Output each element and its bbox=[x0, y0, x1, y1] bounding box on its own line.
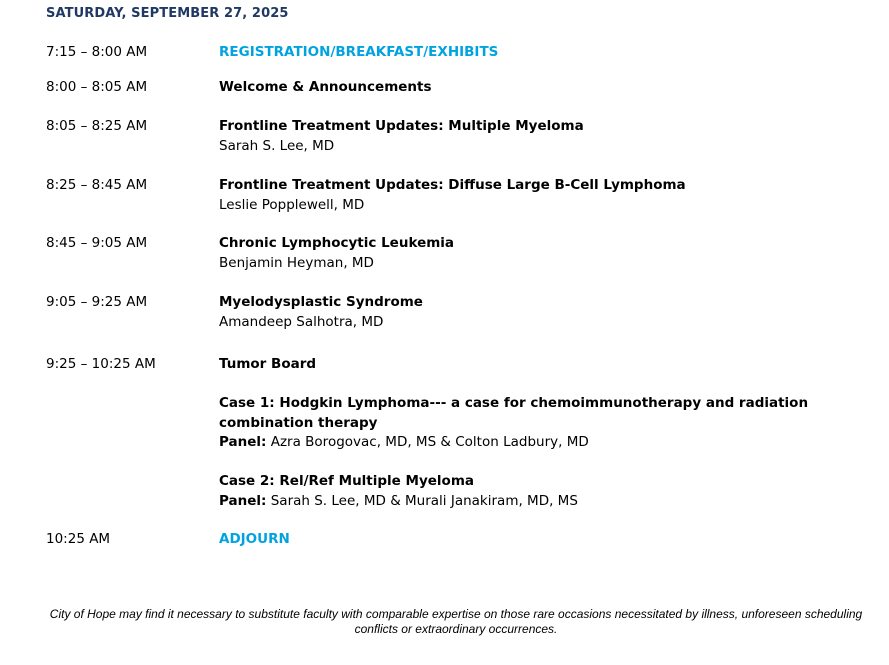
case-panel bbox=[219, 433, 849, 453]
agenda-time: 8:45 – 9:05 AM bbox=[46, 235, 148, 251]
agenda-speaker: Benjamin Heyman, MD bbox=[219, 254, 374, 271]
agenda-content bbox=[219, 176, 839, 215]
agenda-content bbox=[219, 78, 839, 98]
agenda-time: 8:05 – 8:25 AM bbox=[46, 118, 148, 134]
agenda-content bbox=[219, 117, 839, 156]
agenda-time: 9:25 – 10:25 AM bbox=[46, 356, 156, 372]
tumor-board-case-2 bbox=[219, 472, 849, 511]
agenda-content bbox=[219, 43, 839, 63]
faculty-disclaimer: City of Hope may find it necessary to substitute faculty with comparable expertise on those rare occasions necessitated by illness, unforeseen scheduling conflicts or extraordinary occurrences. bbox=[49, 607, 863, 636]
agenda-title: Chronic Lymphocytic Leukemia bbox=[219, 235, 455, 251]
agenda-content bbox=[219, 355, 839, 375]
agenda-time: 10:25 AM bbox=[46, 531, 111, 547]
agenda-content bbox=[219, 234, 839, 273]
agenda-time: 8:00 – 8:05 AM bbox=[46, 79, 148, 95]
case-title: Case 1: Hodgkin Lymphoma--- a case for chemoimmunotherapy and radiation combination therapy bbox=[219, 395, 809, 431]
tumor-board-case-1 bbox=[219, 394, 849, 453]
agenda-time: 9:05 – 9:25 AM bbox=[46, 294, 148, 310]
agenda-content bbox=[219, 530, 839, 550]
agenda-content bbox=[219, 293, 839, 332]
agenda-speaker: Sarah S. Lee, MD bbox=[219, 137, 335, 154]
panel-members: Sarah S. Lee, MD & Murali Janakiram, MD, MS bbox=[266, 492, 578, 509]
case-panel bbox=[219, 492, 849, 512]
agenda-title: Frontline Treatment Updates: Multiple Myeloma bbox=[219, 118, 584, 134]
agenda-title: REGISTRATION/BREAKFAST/EXHIBITS bbox=[219, 44, 499, 60]
panel-members: Azra Borogovac, MD, MS & Colton Ladbury, MD bbox=[266, 434, 589, 450]
agenda-speaker: Amandeep Salhotra, MD bbox=[219, 313, 384, 330]
agenda-title: ADJOURN bbox=[219, 531, 290, 547]
panel-label: Panel: bbox=[219, 492, 267, 509]
panel-label: Panel: bbox=[219, 434, 267, 450]
agenda-title: Tumor Board bbox=[219, 356, 317, 372]
agenda-title: Frontline Treatment Updates: Diffuse Large B-Cell Lymphoma bbox=[219, 177, 686, 193]
agenda-time: 7:15 – 8:00 AM bbox=[46, 44, 148, 60]
date-heading: SATURDAY, SEPTEMBER 27, 2025 bbox=[46, 6, 289, 21]
case-title: Case 2: Rel/Ref Multiple Myeloma bbox=[219, 473, 475, 489]
agenda-speaker: Leslie Popplewell, MD bbox=[219, 196, 365, 213]
agenda-time: 8:25 – 8:45 AM bbox=[46, 177, 148, 193]
agenda-title: Myelodysplastic Syndrome bbox=[219, 294, 423, 310]
agenda-title: Welcome & Announcements bbox=[219, 79, 432, 95]
